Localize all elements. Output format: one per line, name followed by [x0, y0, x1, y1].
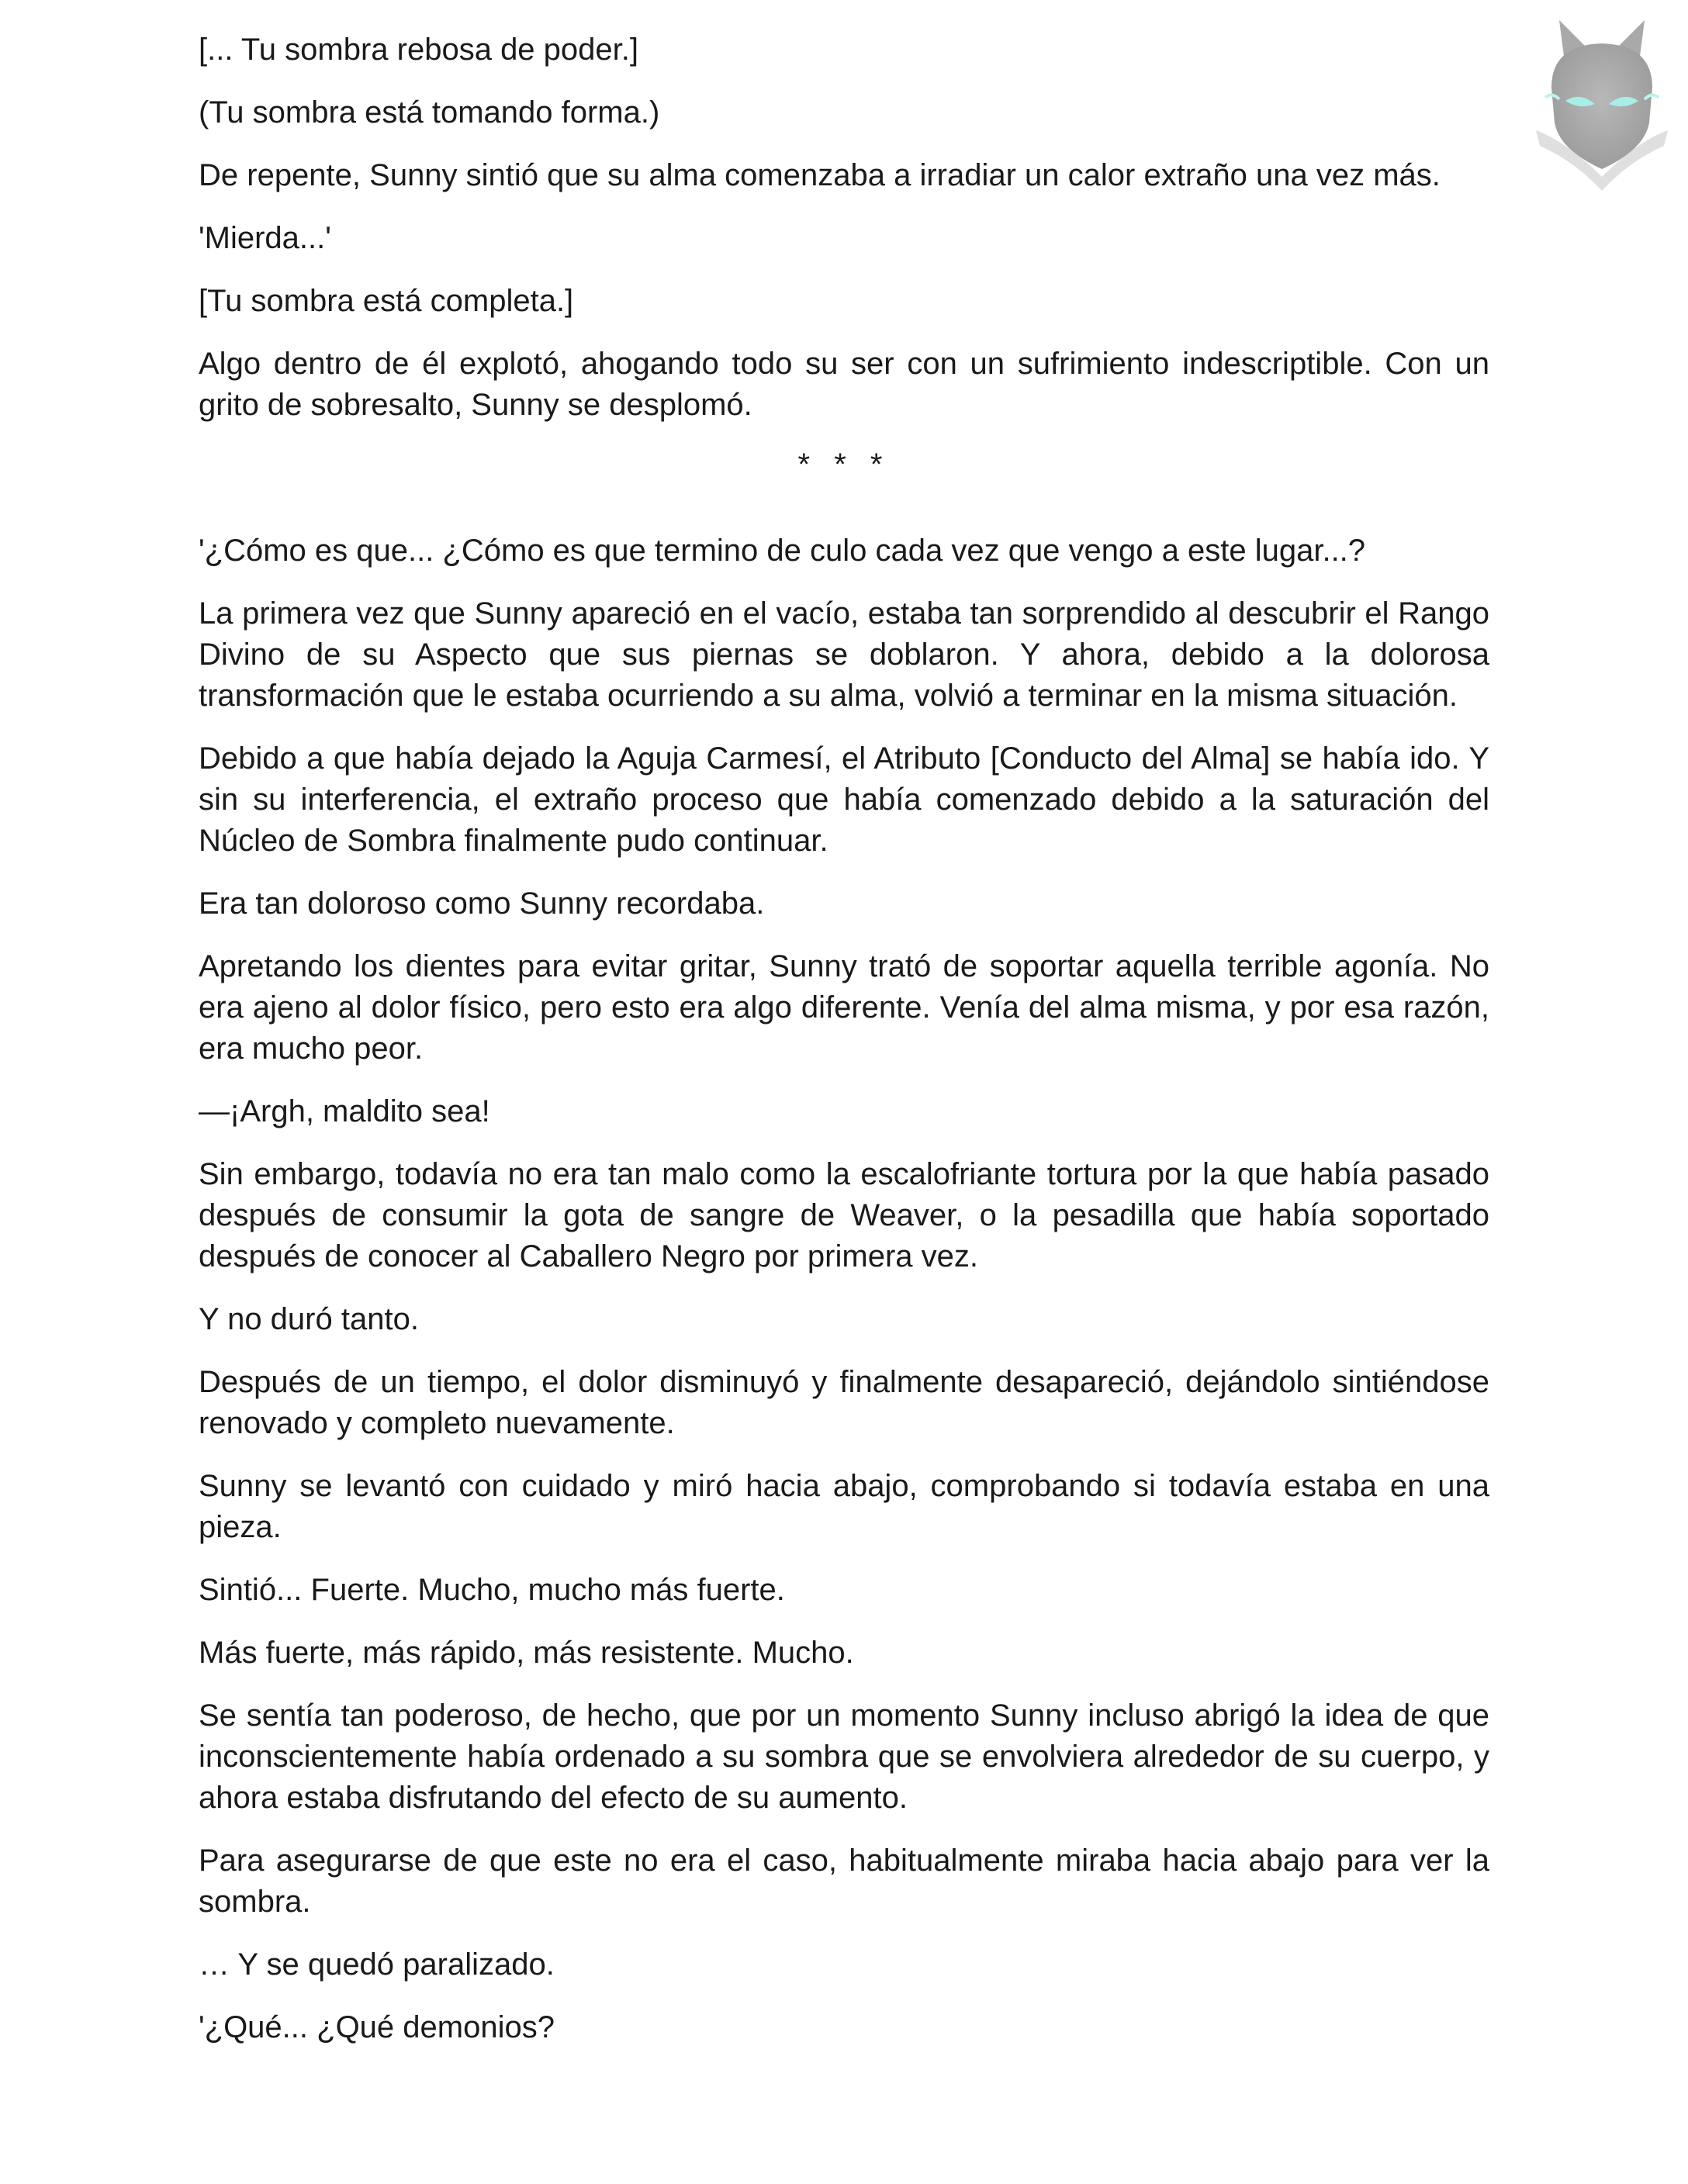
- paragraph: [Tu sombra está completa.]: [199, 284, 574, 318]
- paragraph: Era tan doloroso como Sunny recordaba.: [199, 886, 765, 921]
- paragraph: Sunny se levantó con cuidado y miró hacia abajo, comprobando si todavía estaba en una pieza.: [199, 1469, 1489, 1544]
- paragraph: Sintió... Fuerte. Mucho, mucho más fuerte.: [199, 1573, 785, 1607]
- paragraph: Algo dentro de él explotó, ahogando todo su ser con un sufrimiento indescriptible. Con un grito de sobresalto, Sunny se desplomó.: [199, 347, 1489, 422]
- demon-head-logo-icon: [1528, 14, 1676, 192]
- paragraph: [... Tu sombra rebosa de poder.]: [199, 33, 638, 67]
- paragraph: Más fuerte, más rápido, más resistente. Mucho.: [199, 1636, 854, 1670]
- document-body: [199, 29, 1489, 2070]
- paragraph: Después de un tiempo, el dolor disminuyó y finalmente desapareció, dejándolo sintiéndose renovado y completo nuevamente.: [199, 1365, 1489, 1440]
- paragraph: (Tu sombra está tomando forma.): [199, 95, 660, 130]
- paragraph: La primera vez que Sunny apareció en el vacío, estaba tan sorprendido al descubrir el Rango Divino de su Aspecto que sus piernas se doblaron. Y ahora, debido a la dolorosa transformación que le estaba ocurriendo a su alma, volvió a terminar en la misma situación.: [199, 596, 1489, 713]
- section-separator: * * *: [797, 448, 891, 482]
- paragraph: … Y se quedó paralizado.: [199, 1947, 555, 1982]
- paragraph: Debido a que había dejado la Aguja Carmesí, el Atributo [Conducto del Alma] se había ido. Y sin su interferencia, el extraño proceso que había comenzado debido a la saturación del Núcleo de Sombra finalmente pudo continuar.: [199, 741, 1489, 858]
- paragraph: Y no duró tanto.: [199, 1302, 419, 1336]
- paragraph: '¿Cómo es que... ¿Cómo es que termino de culo cada vez que vengo a este lugar...?: [199, 534, 1366, 568]
- paragraph: 'Mierda...': [199, 221, 331, 255]
- paragraph: —¡Argh, maldito sea!: [199, 1094, 490, 1128]
- paragraph: Se sentía tan poderoso, de hecho, que por un momento Sunny incluso abrigó la idea de que inconscientemente había ordenado a su sombra que se envolviera alrededor de su cuerpo, y ahora estaba disfrutando del efecto de su aumento.: [199, 1698, 1489, 1815]
- paragraph: De repente, Sunny sintió que su alma comenzaba a irradiar un calor extraño una vez más.: [199, 158, 1441, 192]
- paragraph: '¿Qué... ¿Qué demonios?: [199, 2010, 555, 2044]
- paragraph: Para asegurarse de que este no era el caso, habitualmente miraba hacia abajo para ver la sombra.: [199, 1844, 1489, 1919]
- paragraph: Apretando los dientes para evitar gritar, Sunny trató de soportar aquella terrible agonía. No era ajeno al dolor físico, pero esto era algo diferente. Venía del alma misma, y por esa razón, era mucho peor.: [199, 949, 1489, 1066]
- paragraph: Sin embargo, todavía no era tan malo como la escalofriante tortura por la que había pasado después de consumir la gota de sangre de Weaver, o la pesadilla que había soportado después de conocer al Caballero Negro por primera vez.: [199, 1157, 1489, 1273]
